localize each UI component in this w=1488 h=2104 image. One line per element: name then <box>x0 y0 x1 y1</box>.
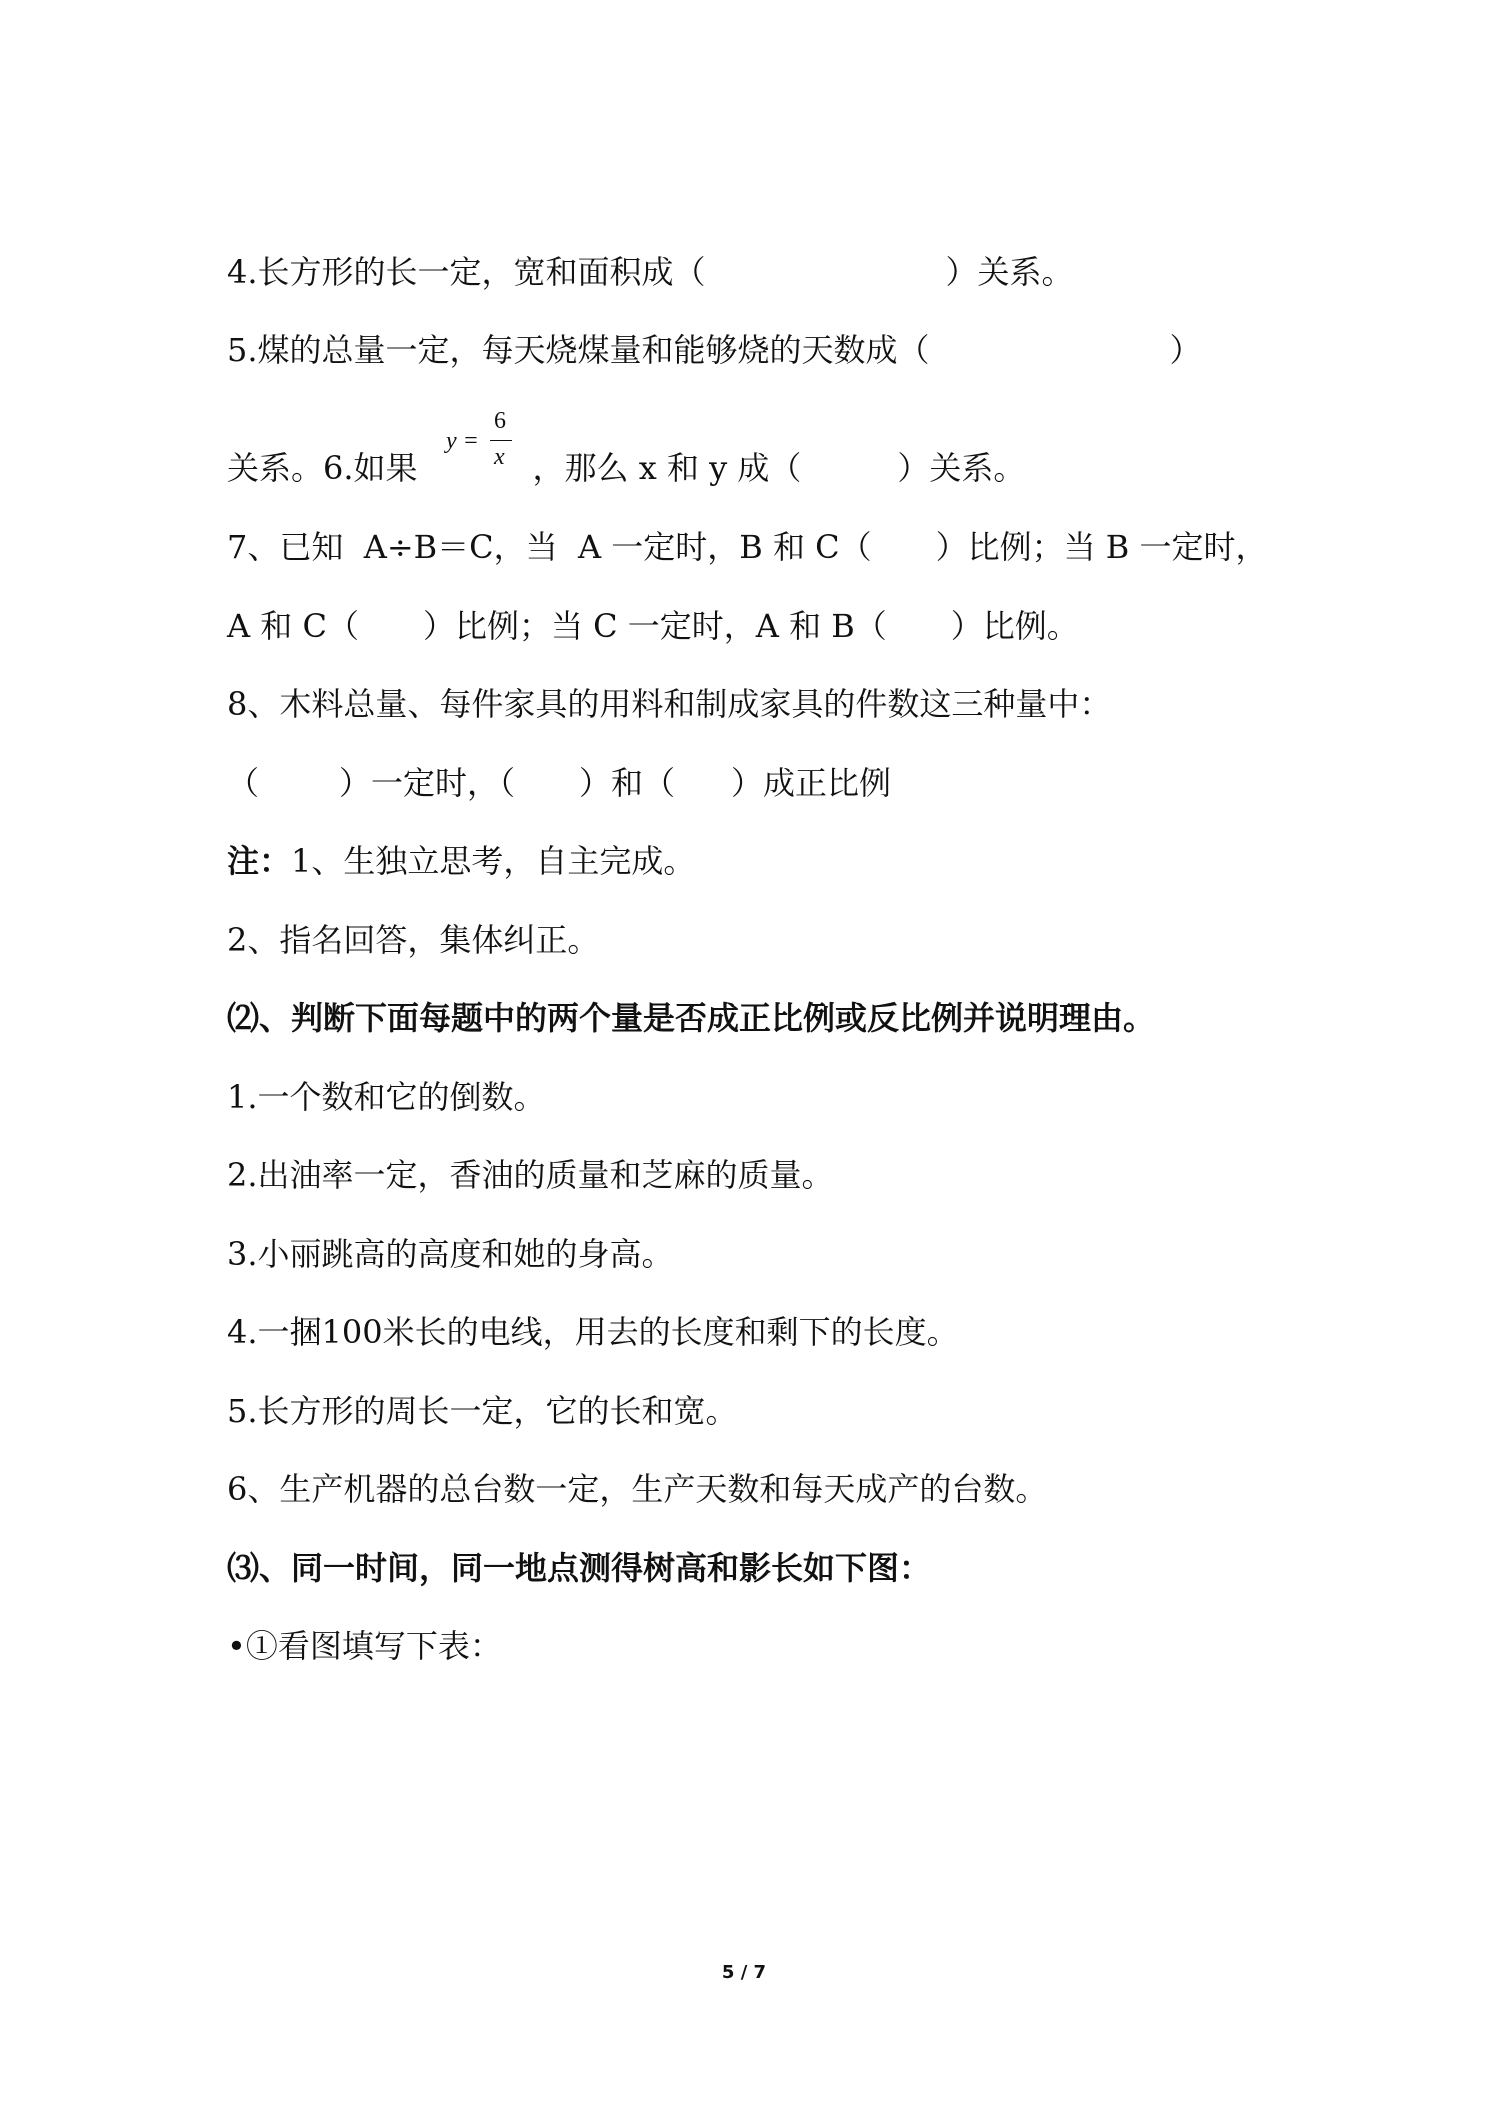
section-3-heading: ⑶、同一时间，同一地点测得树高和影长如下图： <box>227 1549 932 1587</box>
judge-item-2: 2.出油率一定，香油的质量和芝麻的质量。 <box>227 1156 834 1194</box>
question-5: 5.煤的总量一定，每天烧煤量和能够烧的天数成（ ） <box>227 331 1202 369</box>
question-4: 4.长方形的长一定，宽和面积成（ ）关系。 <box>227 253 1074 291</box>
judge-item-3: 3.小丽跳高的高度和她的身高。 <box>227 1235 674 1273</box>
question-8: 8、木料总量、每件家具的用料和制成家具的件数这三种量中： <box>227 685 1112 723</box>
fraction-bar <box>490 440 512 441</box>
judge-item-5: 5.长方形的周长一定，它的长和宽。 <box>227 1392 738 1430</box>
formula-y-equals-6-over-x: y = 6 x <box>442 400 522 480</box>
judge-item-6: 6、生产机器的总台数一定，生产天数和每天成产的台数。 <box>227 1470 1048 1508</box>
note-item-2: 2、指名回答，集体纠正。 <box>227 921 600 959</box>
question-7-continued: A 和 C（ ）比例；当 C 一定时，A 和 B（ ）比例。 <box>227 607 1079 645</box>
judge-item-4: 4.一捆100米长的电线，用去的长度和剩下的长度。 <box>227 1313 959 1351</box>
section-3-instruction: •①看图填写下表： <box>227 1627 502 1665</box>
page-number: 5 / 7 <box>721 1962 767 1983</box>
question-6: 关系。6.如果 ，那么 x 和 y 成（ ）关系。 <box>227 449 1026 487</box>
question-7: 7、已知 A÷B＝C，当 A 一定时，B 和 C（ ）比例；当 B 一定时， <box>227 528 1268 566</box>
section-2-heading: ⑵、判断下面每题中的两个量是否成正比例或反比例并说明理由。 <box>227 999 1156 1037</box>
question-8-blanks: （ ）一定时，（ ）和（ ）成正比例 <box>227 764 892 802</box>
note: 注：1、生独立思考，自主完成。 <box>227 842 696 880</box>
judge-item-1: 1.一个数和它的倒数。 <box>227 1078 546 1116</box>
